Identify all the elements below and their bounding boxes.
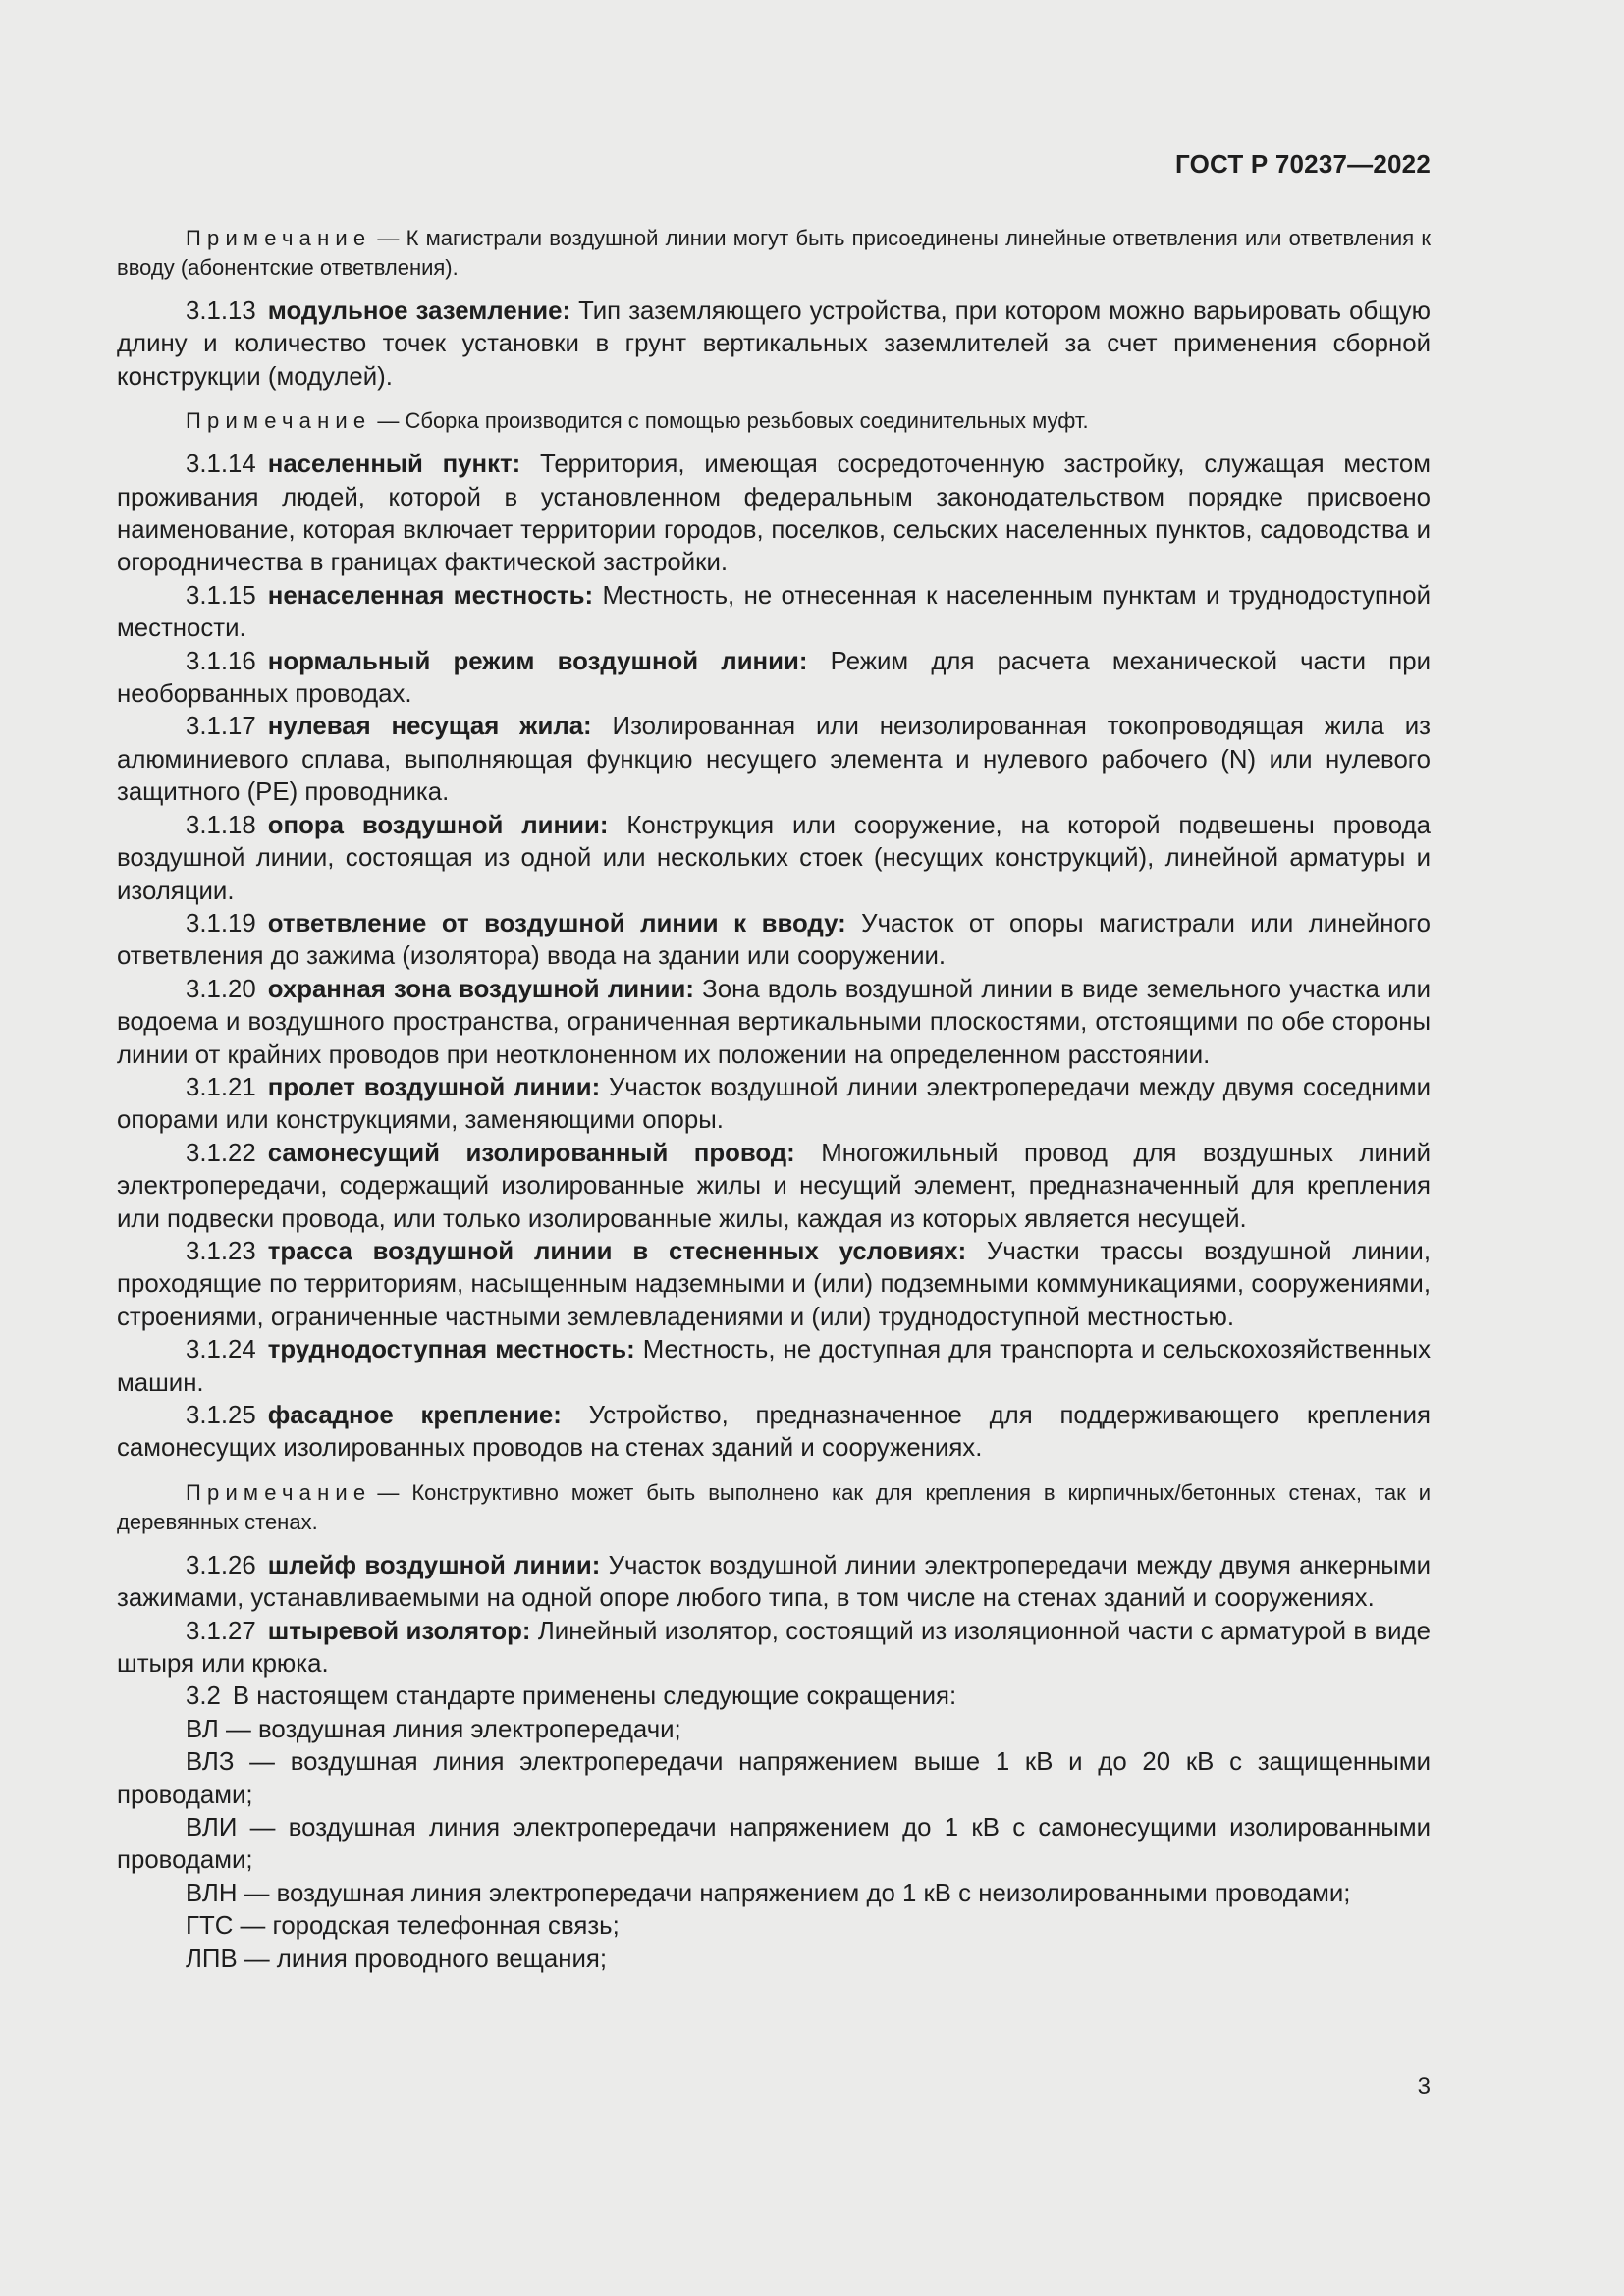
abbreviation-item: ГТС — городская телефонная связь;: [186, 1912, 620, 1941]
term-definition: Участок воздушной линии электропередачи между двумя соседними опорами или конструкциями, заменяющими опоры.: [117, 1073, 1432, 1135]
term-name: шлейф воздушной линии:: [267, 1551, 601, 1579]
term-name: опора воздушной линии:: [267, 811, 609, 839]
term-name: фасадное крепление:: [267, 1402, 562, 1429]
term-name: ответвление от воздушной линии к вводу:: [267, 909, 846, 937]
term-entry: [117, 646, 1431, 712]
term-name: охранная зона воздушной линии:: [267, 975, 694, 1003]
term-entry: [117, 1550, 1431, 1616]
section-number: 3.2: [186, 1682, 221, 1711]
term-definition: Участки трассы воздушной линии, проходящие по территориям, насыщенным надземными и (или) подземными коммуникациями, сооружениями, строениями, ограниченные частными землевладениями и (или) труднодоступной местностью.: [117, 1237, 1431, 1331]
term-definition: Конструкция или сооружение, на которой подвешены провода воздушной линии, состоящая из одной или нескольких стоек (несущих конструкций), линейной арматуры и изоляции.: [117, 811, 1431, 905]
note: [117, 224, 1431, 283]
term-definition: Устройство, предназначенное для поддерживающего крепления самонесущих изолированных проводов на стенах зданий и сооружениях.: [117, 1402, 1431, 1463]
term-name: нулевая несущая жила:: [267, 713, 592, 741]
term-definition: Зона вдоль воздушной линии в виде земельного участка или водоема и воздушного пространства, ограниченная вертикальными плоскостями, отстоящими по обе стороны линии от крайних проводов при неотклоненном их положении на определенном расстоянии.: [117, 975, 1431, 1069]
term-entry: [117, 1072, 1431, 1138]
term-number: 3.1.24: [186, 1336, 256, 1364]
term-definition: Местность, не доступная для транспорта и сельскохозяйственных машин.: [117, 1336, 1431, 1397]
note: [117, 406, 1431, 436]
term-definition: Тип заземляющего устройства, при котором можно варьировать общую длину и количество точек установки в грунт вертикальных заземлителей за счет применения сборной конструкции (модулей).: [117, 297, 1431, 391]
abbreviation-item: ВЛИ — воздушная линия электропередачи напряжением до 1 кВ с самонесущими изолированными проводами;: [117, 1814, 1431, 1875]
term-definition: Режим для расчета механической части при необорванных проводах.: [117, 647, 1431, 709]
term-definition: Линейный изолятор, состоящий из изоляционной части с арматурой в виде штыря или крюка.: [117, 1617, 1431, 1679]
term-name: штыревой изолятор:: [267, 1617, 531, 1645]
term-definition: Многожильный провод для воздушных линий электропередачи, содержащий изолированные жилы и несущий элемент, предназначенный для крепления или подвески провода, или только изолированные жилы, каждая из которых является несущей.: [117, 1139, 1431, 1233]
term-entry: [117, 295, 1431, 394]
note-label: Примечание: [186, 1479, 372, 1505]
term-entry: [117, 1616, 1431, 1682]
term-number: 3.1.14: [186, 451, 256, 479]
term-name: пролет воздушной линии:: [267, 1073, 601, 1101]
term-name: нормальный режим воздушной линии:: [267, 647, 808, 675]
term-entry: [117, 908, 1431, 974]
term-definition: Территория, имеющая сосредоточенную застройку, служащая местом проживания людей, которой в установленном федеральным законодательством порядке присвоено наименование, которая включает территории городов, поселков, сельских населенных пунктов, садоводства и огородничества в границах фактической застройки.: [117, 451, 1431, 577]
term-entry: [117, 1400, 1431, 1466]
note-label: Примечание: [186, 226, 372, 250]
term-definition: Изолированная или неизолированная токопроводящая жила из алюминиевого сплава, выполняющая функцию несущего элемента и нулевого рабочего (N) или нулевого защитного (PE) проводника.: [117, 713, 1431, 807]
term-name: трасса воздушной линии в стесненных условиях:: [267, 1237, 967, 1265]
term-definition: Участок от опоры магистрали или линейного ответвления до зажима (изолятора) ввода на здании или сооружении.: [117, 909, 1431, 971]
abbreviations-intro: [117, 1681, 1431, 1713]
term-entry: [117, 1138, 1431, 1236]
term-entry: [117, 580, 1431, 646]
term-entry: [117, 449, 1431, 580]
term-entry: [117, 1334, 1431, 1400]
abbreviations-intro-text: В настоящем стандарте применены следующие сокращения:: [232, 1682, 957, 1711]
note-label: Примечание: [186, 408, 372, 434]
term-entry: [117, 711, 1431, 809]
term-entry: [117, 810, 1431, 908]
note-text: — Конструктивно может быть выполнено как для крепления в кирпичных/бетонных стенах, так и деревянных стенах.: [117, 1479, 1431, 1534]
note-text: — Сборка производится с помощью резьбовых соединительных муфт.: [377, 408, 1089, 434]
term-number: 3.1.16: [186, 647, 256, 675]
term-definition: Участок воздушной линии электропередачи между двумя анкерными зажимами, устанавливаемыми на одной опоре любого типа, в том числе на стенах зданий и сооружениях.: [117, 1551, 1431, 1613]
term-number: 3.1.18: [186, 811, 256, 839]
abbreviation-item: ВЛ — воздушная линия электропередачи;: [186, 1715, 681, 1743]
term-number: 3.1.20: [186, 975, 256, 1003]
term-number: 3.1.26: [186, 1551, 256, 1579]
term-entry: [117, 1236, 1431, 1334]
term-number: 3.1.19: [186, 909, 256, 937]
term-number: 3.1.25: [186, 1402, 256, 1429]
term-number: 3.1.22: [186, 1139, 256, 1167]
term-number: 3.1.27: [186, 1617, 256, 1645]
note: [117, 1478, 1431, 1537]
document-header: ГОСТ Р 70237—2022: [1175, 149, 1431, 179]
term-entry: [117, 974, 1431, 1072]
term-name: модульное заземление:: [267, 297, 571, 325]
abbreviation-item: ВЛЗ — воздушная линия электропередачи напряжением выше 1 кВ и до 20 кВ с защищенными проводами;: [117, 1748, 1431, 1809]
term-name: ненаселенная местность:: [267, 581, 594, 610]
abbreviation-item: ВЛН — воздушная линия электропередачи напряжением до 1 кВ с неизолированными проводами;: [186, 1879, 1351, 1907]
term-number: 3.1.21: [186, 1073, 256, 1101]
term-number: 3.1.23: [186, 1237, 256, 1265]
term-number: 3.1.17: [186, 713, 256, 741]
term-definition: Местность, не отнесенная к населенным пунктам и труднодоступной местности.: [117, 581, 1431, 643]
term-number: 3.1.13: [186, 297, 256, 325]
term-name: труднодоступная местность:: [267, 1336, 635, 1364]
term-name: населенный пункт:: [267, 451, 521, 479]
term-number: 3.1.15: [186, 581, 256, 610]
document-body: [117, 224, 1431, 1976]
page-number: 3: [1417, 2073, 1431, 2100]
abbreviation-item: ЛПВ — линия проводного вещания;: [186, 1945, 608, 1973]
term-name: самонесущий изолированный провод:: [267, 1139, 795, 1167]
note-text: — К магистрали воздушной линии могут быть присоединены линейные ответвления или ответвления к вводу (абонентские ответвления).: [117, 226, 1431, 280]
